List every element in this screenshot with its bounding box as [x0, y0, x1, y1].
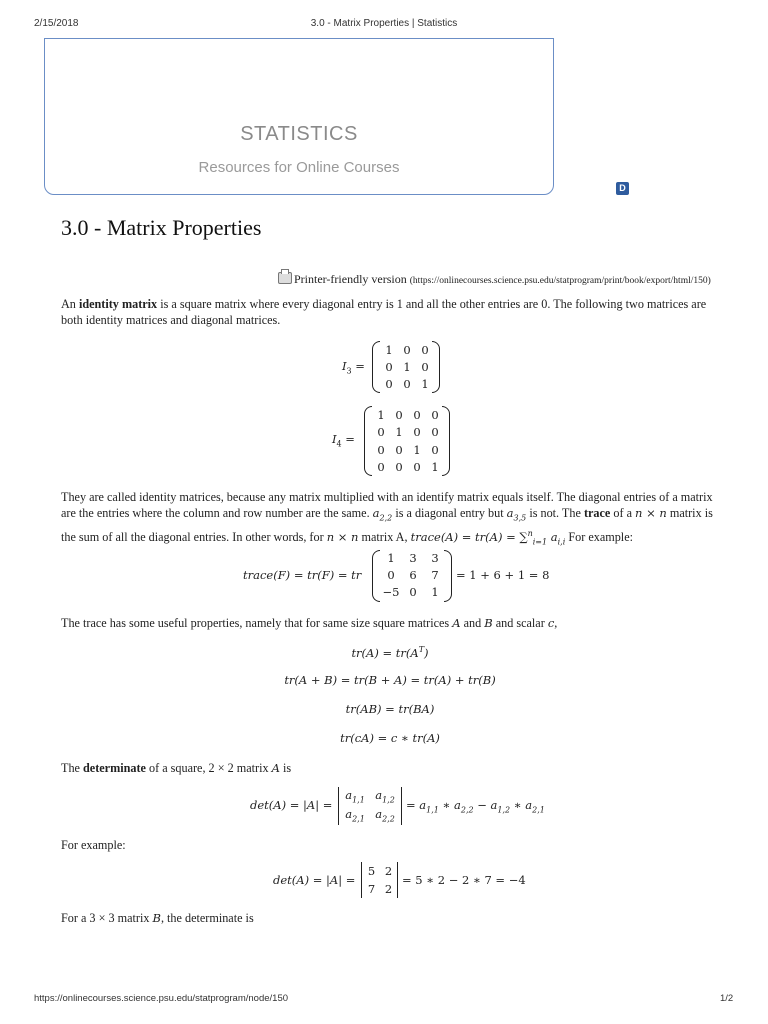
- identity-matrix-3: [380, 341, 434, 393]
- three-by-three-text: [61, 910, 721, 926]
- text: and: [460, 616, 485, 630]
- matrix-cell: 0: [421, 359, 429, 374]
- determinant-rhs: = $a_{1,1}$ ∗ $a_{2,2} - a_{1,2}$ ∗ $a_{2,1}$: [406, 798, 545, 815]
- text: of a: [610, 506, 636, 520]
- math: A: [271, 761, 280, 775]
- printer-friendly-url: (https://onlinecourses.science.psu.edu/statprogram/print/book/export/html/150): [409, 276, 711, 286]
- matrix-cell: $a_{2,2}$: [375, 807, 395, 824]
- matrix-cell: 1: [403, 359, 411, 374]
- matrix-cell: 0: [431, 442, 439, 457]
- det-example-left-bar: [361, 862, 362, 898]
- text: and scalar: [492, 616, 548, 630]
- det-example-lhs: det(A) = |A| =: [273, 873, 356, 887]
- det-example-rhs: = 5 ∗ 2 − 2 ∗ 7 = −4: [402, 873, 526, 887]
- math: B: [484, 616, 493, 630]
- matrix-cell: 0: [409, 585, 417, 600]
- for-example-text: For example:: [61, 838, 126, 852]
- matrix-cell: 7: [367, 882, 376, 896]
- matrix-cell: 0: [377, 442, 385, 457]
- property-product: tr(AB) = tr(BA): [345, 702, 435, 716]
- matrix-cell: 1: [413, 442, 421, 457]
- matrix-cell: 2: [384, 882, 393, 896]
- math: $a_{2,2}$: [372, 506, 393, 523]
- text: For a 3 × 3 matrix: [61, 911, 153, 925]
- det-right-bar: [401, 787, 402, 825]
- math: c: [547, 616, 555, 630]
- text: is a square matrix where every diagonal entry is 1 and all the other entries are 0. The following two matrices are both identity matrices and diagonal matrices.: [61, 297, 707, 327]
- determinant-lhs: det(A) = |A| =: [250, 798, 333, 812]
- print-date: 2/15/2018: [34, 18, 79, 29]
- math: B: [152, 911, 161, 925]
- text: The trace has some useful properties, namely that for same size square matrices: [61, 616, 453, 630]
- identity-term: identity matrix: [78, 297, 158, 311]
- matrix-cell: 7: [431, 567, 439, 582]
- trace-example-rhs: = 1 + 6 + 1 = 8: [456, 568, 550, 582]
- det-left-bar: [338, 787, 339, 825]
- text: matrix is the sum of all the diagonal entries. In other words, for: [61, 506, 713, 545]
- matrix-cell: 2: [384, 864, 393, 878]
- identity-paragraph: [61, 296, 721, 328]
- page-heading: 3.0 - Matrix Properties: [61, 215, 262, 240]
- text: is: [279, 761, 292, 775]
- matrix-cell: 0: [395, 442, 403, 457]
- i4-left-paren: [364, 406, 372, 476]
- matrix-cell: 1: [377, 407, 385, 422]
- matrix-cell: 5: [367, 864, 376, 878]
- matrix-cell: 0: [385, 377, 393, 392]
- properties-intro: [61, 615, 721, 631]
- matrix-cell: 0: [395, 407, 403, 422]
- text: The: [61, 761, 83, 775]
- text: , the determinate is: [160, 911, 254, 925]
- matrix-cell: 3: [409, 550, 417, 565]
- text: is a diagonal entry but: [392, 506, 507, 520]
- matrix-cell: 0: [413, 407, 421, 422]
- printer-friendly-link[interactable]: [278, 272, 711, 287]
- printer-friendly-label[interactable]: Printer-friendly version: [294, 272, 407, 286]
- matrix-cell: 6: [409, 567, 417, 582]
- math: n × n: [326, 530, 359, 545]
- matrix-cell: 0: [387, 567, 395, 582]
- trace-paragraph: [61, 489, 721, 550]
- math: A: [452, 616, 461, 630]
- text: They are called identity matrices, because any matrix multiplied with an identify matrix equals itself. The diagonal entries of a matrix are the entries where the column and row number are the same.: [61, 490, 713, 520]
- i4-right-paren: [442, 406, 450, 476]
- matrix-cell: 1: [385, 342, 393, 357]
- trace-example-matrix: [380, 549, 446, 601]
- matrix-cell: 1: [421, 377, 429, 392]
- matrix-cell: 1: [431, 460, 439, 475]
- matrix-cell: $a_{1,1}$: [345, 788, 365, 805]
- matrix-cell: 0: [403, 342, 411, 357]
- print-footer-url[interactable]: https://onlinecourses.science.psu.edu/statprogram/node/150: [34, 993, 289, 1004]
- matrix-cell: 0: [431, 407, 439, 422]
- matrix-cell: 0: [413, 460, 421, 475]
- matrix-cell: 1: [395, 425, 403, 440]
- matrix-cell: 0: [403, 377, 411, 392]
- d-icon[interactable]: D: [616, 182, 629, 195]
- matrix-cell: $a_{1,2}$: [375, 788, 395, 805]
- i3-left-paren: [372, 341, 380, 393]
- text: matrix A,: [358, 530, 411, 545]
- math: n × n: [635, 506, 667, 520]
- i4-label: $I_4$ =: [332, 432, 355, 449]
- matrix-cell: 3: [431, 550, 439, 565]
- determinant-intro: [61, 760, 721, 776]
- matrix-cell: 1: [431, 585, 439, 600]
- property-transpose: $tr(A) = tr(A^T)$: [351, 645, 429, 660]
- i3-right-paren: [432, 341, 440, 393]
- trace-left-paren: [372, 550, 380, 602]
- trace-example-lhs: trace(F) = tr(F) = tr: [243, 568, 362, 582]
- matrix-cell: 1: [387, 550, 395, 565]
- printer-icon: [278, 272, 292, 284]
- property-sum: tr(A + B) = tr(B + A) = tr(A) + tr(B): [284, 673, 496, 687]
- determinate-term: determinate: [83, 761, 146, 775]
- text: For example:: [565, 530, 633, 545]
- text: An: [61, 297, 79, 311]
- site-banner[interactable]: [44, 38, 554, 195]
- property-scalar: tr(cA) = c ∗ tr(A): [340, 731, 440, 745]
- trace-formula: trace(A) = tr(A) = ∑$^n_{i=1}$ $a_{i,i}$: [410, 529, 566, 547]
- text: ,: [554, 616, 558, 630]
- matrix-cell: 0: [385, 359, 393, 374]
- matrix-cell: 0: [395, 460, 403, 475]
- print-page-title: 3.0 - Matrix Properties | Statistics: [310, 18, 458, 29]
- identity-matrix-4: [372, 406, 444, 476]
- matrix-cell: 0: [413, 425, 421, 440]
- text: is not. The: [526, 506, 584, 520]
- matrix-cell: −5: [382, 585, 400, 600]
- site-title[interactable]: STATISTICS: [240, 123, 358, 145]
- determinant-matrix: [340, 787, 400, 825]
- i3-label: $I_3$ =: [342, 359, 365, 376]
- det-example-matrix: [363, 862, 397, 898]
- matrix-cell: $a_{2,1}$: [345, 807, 365, 824]
- print-page-number: 1/2: [720, 993, 734, 1004]
- matrix-cell: 0: [377, 425, 385, 440]
- matrix-cell: 0: [431, 425, 439, 440]
- text: of a square, 2 × 2 matrix: [145, 761, 272, 775]
- math: $a_{3,5}$: [506, 506, 527, 523]
- trace-term: trace: [583, 506, 611, 520]
- site-subtitle: Resources for Online Courses: [198, 159, 400, 176]
- matrix-cell: 0: [421, 342, 429, 357]
- matrix-cell: 0: [377, 460, 385, 475]
- trace-right-paren: [444, 550, 452, 602]
- det-example-right-bar: [397, 862, 398, 898]
